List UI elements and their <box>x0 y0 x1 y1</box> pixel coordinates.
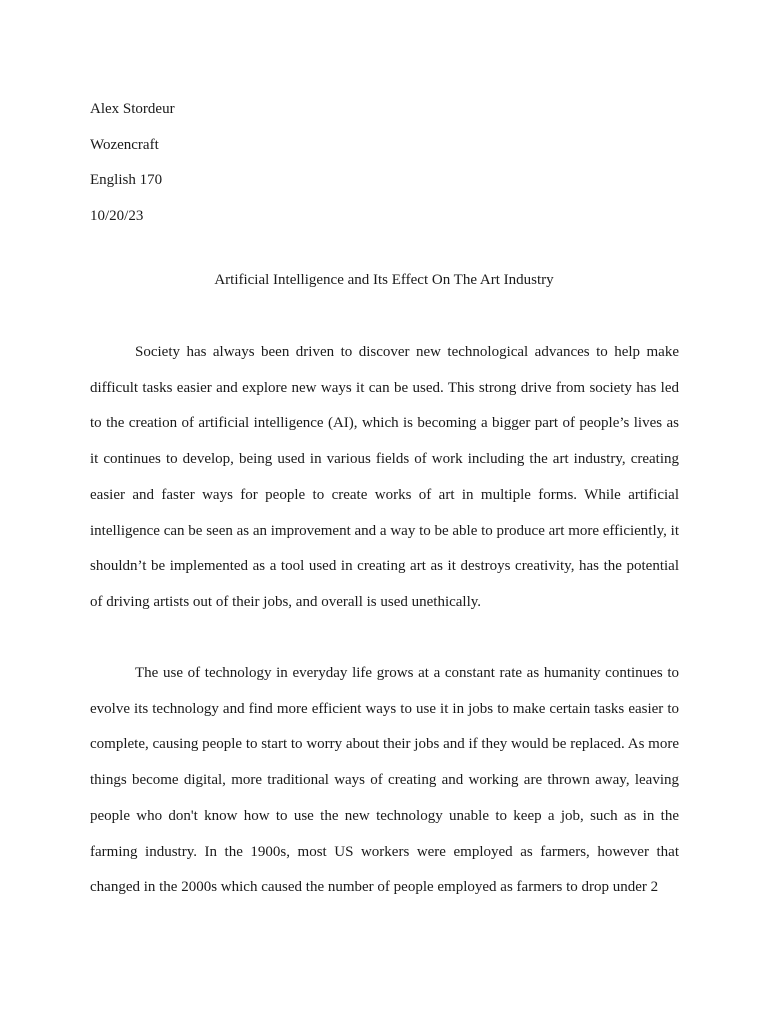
paragraph-1: Society has always been driven to discover new technological advances to help make difficult tasks easier and explore new ways it can be used. This strong drive from society has led to the creation of artificial intelligence (AI), which is becoming a bigger part of people’s lives as it continues to develop, being used in various fields of work including the art industry, creating easier and faster ways for people to create works of art in multiple forms. While artificial intelligence can be seen as an improvement and a way to be able to produce art more efficiently, it shouldn’t be implemented as a tool used in creating art as it destroys creativity, has the potential of driving artists out of their jobs, and overall is used unethically. <box>90 344 679 610</box>
essay-title: Artificial Intelligence and Its Effect On The Art Industry <box>214 272 554 288</box>
paragraph-2: The use of technology in everyday life grows at a constant rate as humanity continues to evolve its technology and find more efficient ways to use it in jobs to make certain tasks easier to complete, causing people to start to worry about their jobs and if they would be replaced. As more things become digital, more traditional ways of creating and working are thrown away, leaving people who don't know how to use the new technology unable to keep a job, such as in the farming industry. In the 1900s, most US workers were employed as farmers, however that changed in the 2000s which caused the number of people employed as farmers to drop under 2 <box>90 665 679 896</box>
instructor-name: Wozencraft <box>90 136 159 153</box>
essay-header <box>90 92 490 234</box>
author-name: Alex Stordeur <box>90 101 175 117</box>
essay-date: 10/20/23 <box>90 207 144 224</box>
course-name: English 170 <box>90 172 163 188</box>
